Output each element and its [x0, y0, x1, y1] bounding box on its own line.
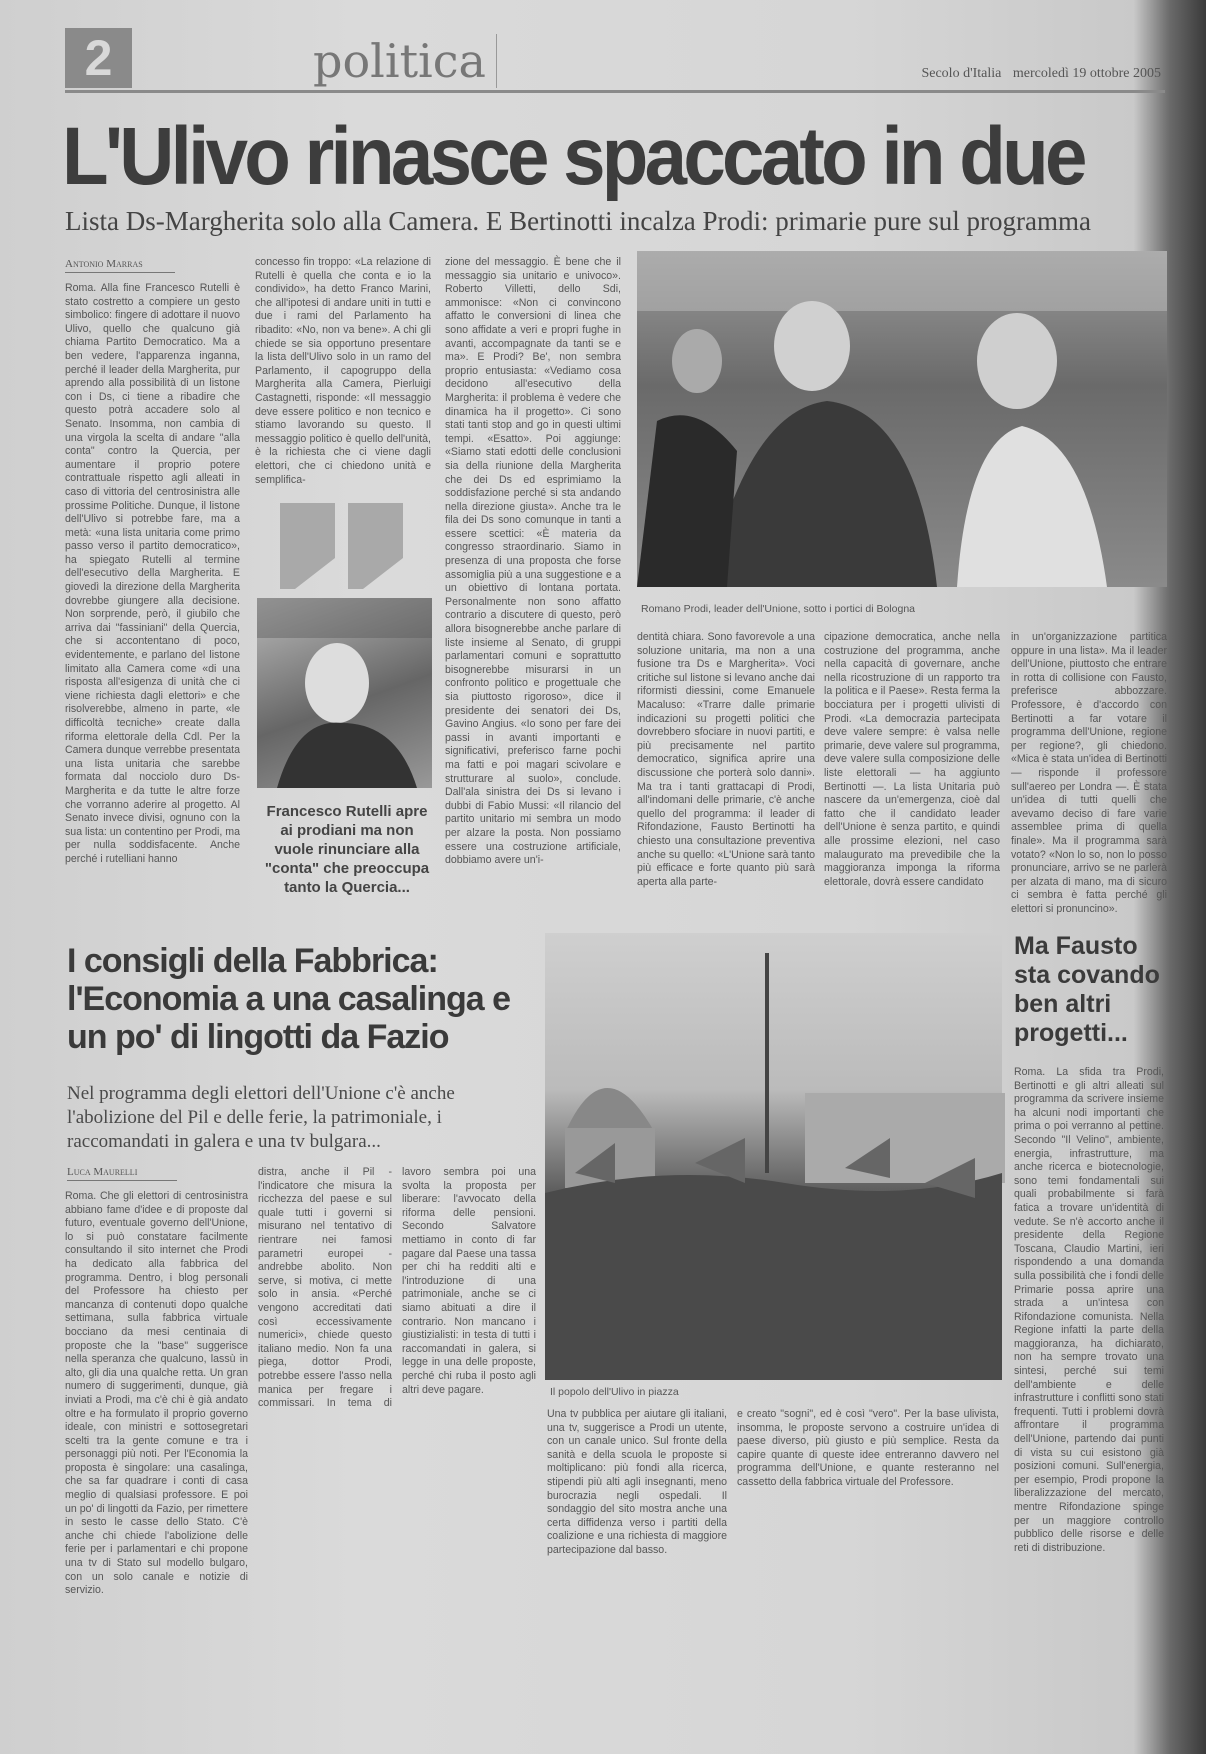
rally-photo-caption: Il popolo dell'Ulivo in piazza [550, 1386, 679, 1398]
second-column-3: Una tv pubblica per aiutare gli italiani, una tv, suggerisce a Prodi un utente, con un canale unico. Sul fronte della sanità e della scuola le proposte si moltiplicano: più fondi alla ricerca, stipendi più alti agli insegnanti, meno burocrazia negli ospedali. Il sondaggio del sito mostra anche una certa diffidenza verso i partiti della coalizione e una richiesta di maggiore partecipazione dal basso. [547, 1408, 727, 1556]
second-column-1: Roma. Che gli elettori di centrosinistra abbiano fame d'idee e di proposte dal futuro, eventuale governo dell'Unione, lo si può constatare facilmente consultando il sito internet che Prodi ha dedicato alla fabbrica del programma. Dentro, i blog personali del Professore ha chiesto per mancanza di contenuti dopo qualche settimana, sulla fabbrica virtuale bocciano da mesi centinaia di proposte che la "base" suggerisce nella speranza che qualcuno, lassù in alto, gli dia una qualche retta. Un gran numero di suggerimenti, dunque, già inviati a Prodi, ma c'è chi è già andato oltre e ha formulato il proprio governo ideale, con ministri e sottosegretari scelti tra la gente comune e tra i personaggi più noti. Per l'Economia la proposta è singolare: una casalinga, che sa far quadrare i conti di casa meglio di qualsiasi professore. E poi un po' di lingotti da Fazio, per rimettere in sesto le casse dello Stato. C'è anche chi chiede l'abolizione delle ferie per i parlamentari e chi propone una tv di Stato sul modello bulgaro, con un solo canale e notizie di servizio. [65, 1190, 248, 1597]
main-column-5: cipazione democratica, anche nella costruzione del programma, anche nella capacità di governare, anche nella ricostruzione di un rapporto tra la politica e il Paese». Resta ferma la bocciatura per i progetti ulivisti di Prodi. «La democrazia partecipata deve valere sempre: è valsa nelle primarie, deve valere sul programma, deve valere sulla composizione delle liste elettorali — ha aggiunto Bertinotti —. La lista Unitaria può nascere da un'emergenza, cioè dal fatto che il candidato leader dell'Unione è senza partito, e quindi alle prossime elezioni, nel caso malaugurato ma prevedibile che la maggioranza imponga la riforma elettorale, dovrà essere candidato [824, 631, 1000, 888]
second-byline: Luca Maurelli [67, 1166, 177, 1181]
prodi-photo-caption: Romano Prodi, leader dell'Unione, sotto i portici di Bologna [641, 603, 915, 615]
main-byline: Antonio Marras [65, 258, 175, 273]
sidebar-body: Roma. La sfida tra Prodi, Bertinotti e gli altri alleati sul programma da scrivere insieme ha alcuni nodi importanti che prima o poi verranno al pettine. Secondo "Il Velino", ambiente, energia, infrastrutture, ma anche ricerca e biotecnologie, sono temi fondamentali sui quali probabilmente si farà fatica a trovare un'identità di vedute. Se n'è accorto anche il presidente della Regione Toscana, Claudio Martini, ieri rispondendo a una domanda sulla possibilità che i fondi delle Primarie possa aprire una strada a un'intesa con Rifondazione comunista. Nella Regione infatti la parte della maggioranza, ha dichiarato, non ha sempre trovato una sintesi, perché sui temi dell'ambiente e delle infrastrutture i conflitti sono stati frequenti. Tutti i problemi dovrà affrontare il programma dell'Unione, partendo dai punti di vista su cui esistono già posizioni comuni. Sull'energia, per esempio, Prodi propone la liberalizzazione del mercato, mentre Rifondazione spinge per un maggiore controllo pubblico delle risorse e delle reti di distribuzione. [1014, 1066, 1164, 1554]
sidebar-headline: Ma Fausto sta covando ben altri progetti... [1014, 932, 1160, 1047]
prodi-photo [637, 251, 1167, 587]
main-column-4: dentità chiara. Sono favorevole a una soluzione unitaria, ma non a una fusione tra Ds e Margherita». Voci critiche sul listone si levano anche dai riformisti diessini, come Emanuele Macaluso: «Trarre dalle primarie indicazioni su progetti politici che dovrebbero sfociare in nuovi partiti, e più precisamente nel partito democratico, significa aprire una discussione che porterà solo danni». Ma tra i tanti grattacapi di Prodi, all'indomani delle primarie, c'è anche quello del programma: il leader di Rifondazione, Fausto Bertinotti ha chiesto una consultazione preventiva anche su quello: «L'Unione sarà tanto più efficace e forte quanto più sarà aperta alla parte- [637, 631, 815, 888]
issue-date: mercoledì 19 ottobre 2005 [1012, 66, 1161, 81]
newspaper-name: Secolo d'Italia [921, 66, 1002, 81]
main-column-1: Roma. Alla fine Francesco Rutelli è stato costretto a compiere un gesto simbolico: fingere di adottare il nuovo Ulivo, quello che qualcuno già chiama Partito Democratico. Ma a ben vedere, l'apparenza inganna, perché il leader della Margherita, pur aprendo alla possibilità di un listone con i Ds, ci tiene a ribadire che questo potrà accadere solo al Senato. Insomma, non cambia di una virgola la scelta di andare "alla conta" contro la Quercia, per aumentare il proprio potere contrattuale rispetto agli alleati in caso di vittoria del centrosinistra alle prossime Politiche. Dunque, il listone dell'Ulivo si potrebbe fare, ma a metà: «una lista unitaria come primo passo verso il partito democratico», ha spiegato Rutelli al termine dell'esecutivo della Margherita. E giovedì la direzione della Margherita dovrebbe giungere alla decisione. Non sorprende, però, il giubilo che arriva dai "fassiniani" della Quercia, che si accontentano di poco, evidentemente, e parlano del listone limitato alla Camera come «di una risposta all'esigenza di unità che ci viene richiesta dagli elettori» e che risolverebbe, almeno in parte, «le difficoltà tecniche» create dalla riforma elettorale della Cdl. Per la Camera dunque verrebbe presentata una lista unitaria che sarebbe formata dal nocciolo duro Ds-Margherita e da tutte le altre forze che vorranno aderire al progetto. Al Senato invece divisi, ognuno con la sua lista: un contentino per Prodi, ma per nulla soddisfacente. Anche perché i rutelliani hanno [65, 282, 240, 865]
main-subhead: Lista Ds-Margherita solo alla Camera. E Bertinotti incalza Prodi: primarie pure sul programma [65, 206, 1091, 236]
rally-photo [545, 933, 1002, 1380]
main-headline: L'Ulivo rinasce spaccato in due [62, 111, 1084, 202]
rally-crowd-image [545, 933, 1002, 1380]
second-column-2: distra, anche il Pil - l'indicatore che misura la ricchezza del paese e sul quale tutti i governi si misurano nel tentativo di rientrare nei famosi parametri europei - andrebbe abolito. Non serve, si motiva, ci mette solo in ansia. «Perché vengono accreditati dati così eccessivamente numerici», chiede questo italiano medio. Non fa una piega, dottor Prodi, potrebbe essere l'asso nella manica per fregare i commissari. In tema di lavoro sembra poi una svolta la proposta per liberare: l'avvocato della riforma delle pensioni. Secondo Salvatore mettiamo in conto di far pagare dal Paese una tassa per chi ha redditi alti e l'introduzione di una patrimoniale, anche se ci siamo abituati a dire il contrario. Non mancano i giustizialisti: in testa di tutti i raccomandati in galera, si legge in una delle proposte, perché chi ruba il posto agli altri deve pagare. [258, 1166, 536, 1410]
masthead [913, 66, 1161, 82]
second-column-4: e creato "sogni", ed è così "vero". Per la base ulivista, insomma, le proposte servono a costruire un'idea di paese diverso, più giusto e più semplice. Resta da capire quante di queste idee entreranno davvero nel programma dell'Unione, e quante resteranno nel cassetto della fabbrica virtuale del Professore. [737, 1408, 999, 1488]
rutelli-portrait-image [257, 598, 432, 788]
main-column-2: concesso fin troppo: «La relazione di Rutelli è quella che conta e io la condivido», ha detto Franco Marini, che all'ipotesi di andare uniti in tutti e due i rami del Parlamento ha ribadito: «No, non va bene». A chi gli chiede se sia opportuno presentare la lista dell'Ulivo solo in un ramo del Parlamento, il capogruppo della Margherita alla Camera, Pierluigi Castagnetti, risponde: «Il messaggio deve essere politico e non tecnico e stiamo lavorando su questo. Il messaggio politico è quello dell'unità, è la richiesta che ci viene dagli elettori, che ci chiedono unità e semplifica- [255, 256, 431, 486]
quote-marks-icon [280, 503, 410, 589]
page-number: 2 [65, 28, 132, 88]
prodi-crowd-image [637, 251, 1167, 587]
quote-marks-graphic [280, 503, 410, 589]
header-rule [65, 90, 1165, 93]
rutelli-photo [257, 598, 432, 788]
section-title: politica [313, 34, 497, 88]
second-headline: I consigli della Fabbrica: l'Economia a una casalinga e un po' di lingotti da Fazio [67, 942, 511, 1056]
pull-quote: Francesco Rutelli apre ai prodiani ma non vuole rinunciare alla "conta" che preoccupa tanto la Quercia... [264, 803, 430, 896]
main-column-6: in un'organizzazione partitica oppure in una lista». Ma il leader dell'Unione, piuttosto che entrare in rotta di collisione con Fausto, preferisce abbozzare. Professore, è d'accordo con Bertinotti a far votare il programma dell'Unione, regione per regione?, gli chiedono. «Mica è stata un'idea di Bertinotti — risponde il professore sull'aereo per Londra —. È stata un'idea di tutti quelli che avevamo deciso di fare varie assemblee prima di quella finale». Ma il programma sarà votato? «Non lo so, non lo posso pronunciare, arrivo se ne parlerà per alzata di mano, ma di sicuro ci sembra è fatta perché gli elettori si pronuncino». [1011, 631, 1167, 915]
main-column-3: zione del messaggio. È bene che il messaggio sia unitario e univoco». Roberto Villetti, dello Sdi, ammonisce: «Non ci convincono affatto le conversioni di linea che sono affidate a veri e propri fughe in avanti, accompagnate da tanti se e ma». E Prodi? Be', non sembra proprio entusiasta: «Vediamo cosa decidono all'esecutivo della Margherita: il problema è vedere che dinamica ha il progetto». Ci sono stati tanti stop and go in questi ultimi tempi. «Esatto». Poi aggiunge: «Siamo stati edotti delle conclusioni sia della riunione della Margherita che dei Ds ed esprimiamo la soddisfazione perché si sta andando nella direzione giusta». Anche tra le fila dei Ds sono comunque in tanti a essere scettici: «È materia da congresso straordinario. Siamo in presenza di una proposta che forse assomiglia più a una suggestione e a un obiettivo di lontana portata. Personalmente non sono affatto contrario a discutere di questo, però allora bisognerebbe anche parlare di liste insieme al Senato, di gruppi parlamentari comuni e soprattutto bisognerebbe misurarsi in un confronto politico e progettuale che sia piuttosto rigoroso», dice il presidente dei senatori dei Ds, Gavino Angius. «Io sono per fare dei passi in avanti importanti e significativi, preferisco farne pochi ma fatti e poi magari scivolare e strutturare al suolo», conclude. Dall'ala sinistra dei Ds si levano i dubbi di Fabio Mussi: «Il rilancio del partito unitario mi sembra un modo per alzare la posta. Non possiamo essere una costruzione artificiale, dobbiamo avere un'i- [445, 256, 621, 867]
second-subhead: Nel programma degli elettori dell'Unione c'è anche l'abolizione del Pil e delle ferie, la patrimoniale, i raccomandati in galera e una tv bulgara... [67, 1083, 455, 1152]
